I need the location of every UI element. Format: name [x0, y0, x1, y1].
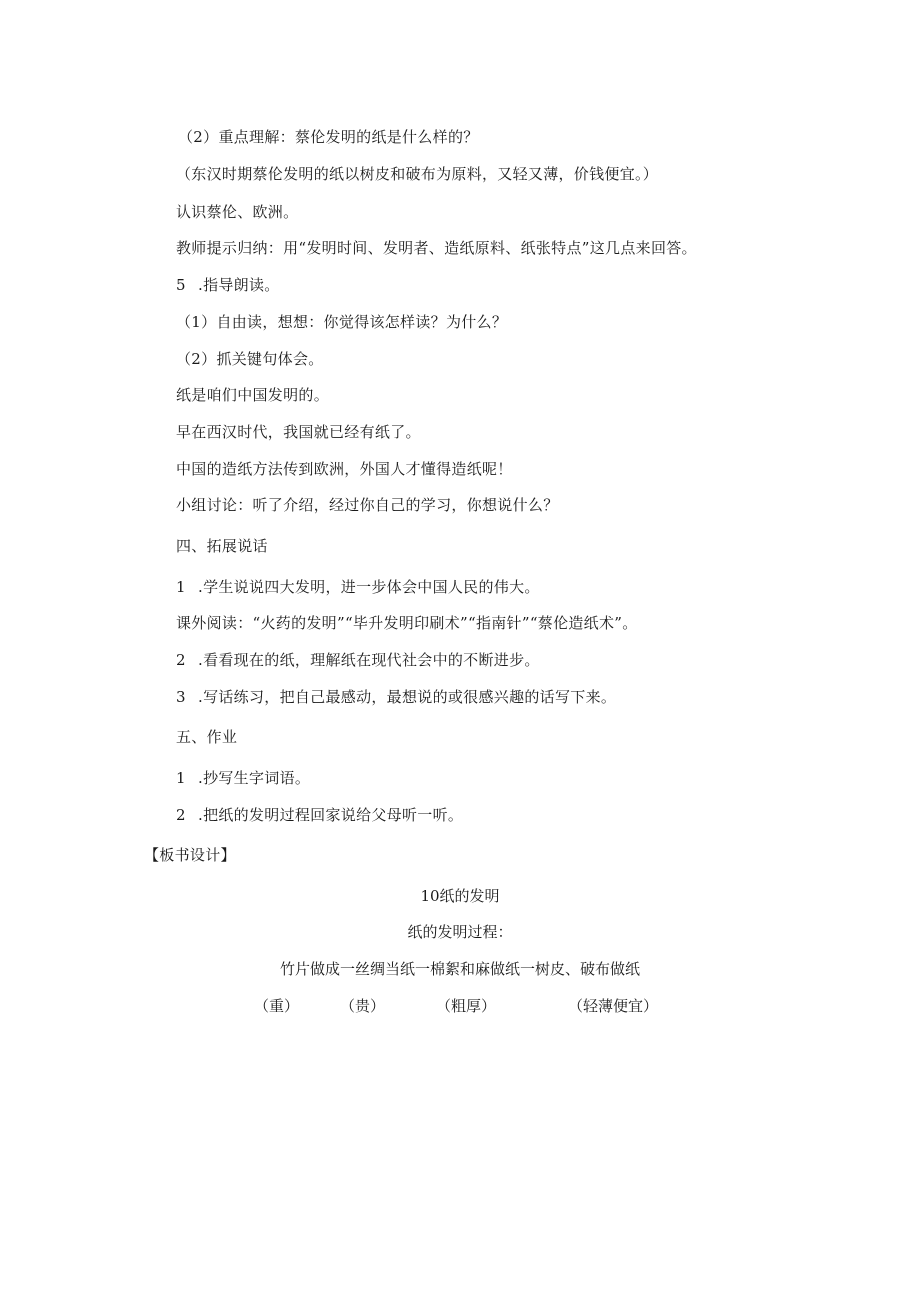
board-trait-heavy: （重）: [254, 997, 300, 1015]
paragraph-key-understanding: （2）重点理解：蔡伦发明的纸是什么样的？: [178, 128, 479, 146]
item-four-inventions: [176, 577, 540, 597]
item-text: .指导朗读。: [198, 276, 280, 294]
paragraph-teacher-summary: 教师提示归纳：用“发明时间、发明者、造纸原料、纸张特点”这几点来回答。: [176, 239, 697, 257]
item-text: .学生说说四大发明，进一步体会中国人民的伟大。: [198, 578, 540, 596]
item-modern-paper: [176, 650, 540, 670]
sentence-spread-europe: 中国的造纸方法传到欧洲，外国人才懂得造纸呢！: [176, 460, 513, 478]
board-trait-thick: （粗厚）: [436, 997, 497, 1015]
board-title: 10纸的发明: [420, 887, 500, 905]
board-trait-expensive: （贵）: [340, 997, 386, 1015]
sentence-china-invented: 纸是咱们中国发明的。: [176, 386, 330, 404]
paragraph-free-reading: （1）自由读，想想：你觉得该怎样读？为什么？: [176, 313, 508, 331]
section-heading-homework: 五、作业: [176, 728, 238, 746]
item-tell-parents: [176, 805, 463, 825]
item-guided-reading: [176, 275, 280, 295]
board-trait-light-cheap: （轻薄便宜）: [568, 997, 659, 1015]
paragraph-key-sentences: （2）抓关键句体会。: [176, 350, 324, 368]
paragraph-group-discussion: 小组讨论：听了介绍，经过你自己的学习，你想说什么？: [176, 496, 559, 514]
section-heading-extension: 四、拓展说话: [176, 537, 268, 555]
item-text: .抄写生字词语。: [198, 769, 311, 787]
item-number: 5: [176, 276, 186, 294]
board-subtitle: 纸的发明过程：: [407, 923, 513, 941]
item-number: 3: [176, 688, 186, 706]
paragraph-recognize: 认识蔡伦、欧洲。: [176, 203, 299, 221]
paragraph-answer-note: （东汉时期蔡伦发明的纸以树皮和破布为原料，又轻又薄，价钱便宜。）: [176, 165, 659, 183]
item-number: 2: [176, 651, 186, 669]
item-number: 1: [176, 769, 186, 787]
item-text: .把纸的发明过程回家说给父母听一听。: [198, 806, 464, 824]
item-text: .看看现在的纸，理解纸在现代社会中的不断进步。: [198, 651, 540, 669]
item-number: 1: [176, 578, 186, 596]
item-copy-words: [176, 768, 310, 788]
item-text: .写话练习，把自己最感动，最想说的或很感兴趣的话写下来。: [198, 688, 617, 706]
item-number: 2: [176, 806, 186, 824]
board-process-line: 竹片做成一丝绸当纸一棉絮和麻做纸一树皮、破布做纸: [279, 960, 640, 978]
sentence-western-han: 早在西汉时代，我国就已经有纸了。: [176, 423, 421, 441]
paragraph-extra-reading: 课外阅读：“火药的发明”“毕升发明印刷术”“指南针”“蔡伦造纸术”。: [176, 614, 638, 632]
board-design-heading: 【板书设计】: [144, 846, 236, 864]
item-writing-practice: [176, 687, 616, 707]
